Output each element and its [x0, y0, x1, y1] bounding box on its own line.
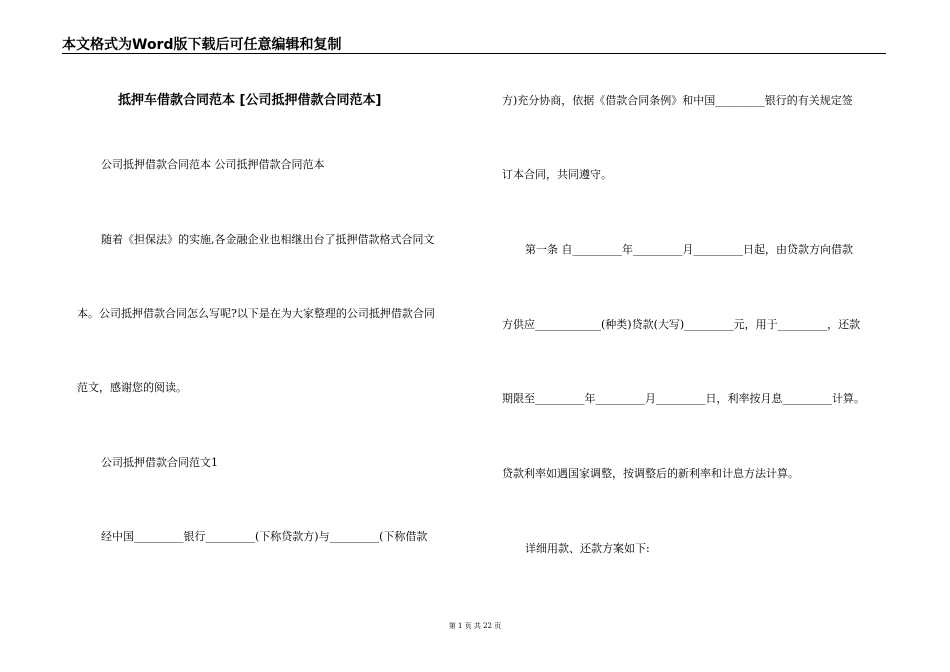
right-paragraph-line: 订本合同，共同遵守。	[502, 168, 612, 181]
left-paragraph-line: 公司抵押借款合同范本 公司抵押借款合同范本	[101, 158, 325, 171]
page-number-footer: 第 1 页 共 22 页	[448, 622, 502, 630]
right-paragraph-line: 方供应____________(种类)贷款(大写)_________元，用于_________，还款	[502, 318, 861, 331]
document-header-title: 本文格式为Word版下载后可任意编辑和复制	[62, 37, 342, 53]
right-paragraph-line: 详细用款、还款方案如下:	[525, 542, 650, 555]
header-divider	[62, 53, 886, 54]
left-paragraph-line: 随着《担保法》的实施,各金融企业也相继出台了抵押借款格式合同文	[101, 233, 435, 246]
left-paragraph-line: 公司抵押借款合同范文1	[101, 456, 218, 469]
left-paragraph-line: 范文，感谢您的阅读。	[77, 381, 187, 394]
left-paragraph-line: 本。公司抵押借款合同怎么写呢?以下是在为大家整理的公司抵押借款合同	[77, 307, 435, 320]
left-paragraph-line: 经中国_________银行_________(下称贷款方)与_________(下称借款	[101, 530, 428, 543]
right-paragraph-line: 期限至_________年_________月_________日，利率按月息_________计算。	[502, 392, 865, 405]
document-title: 抵押车借款合同范本 [公司抵押借款合同范本]	[118, 93, 382, 108]
right-paragraph-line: 贷款利率如遇国家调整，按调整后的新利率和计息方法计算。	[502, 467, 799, 480]
right-paragraph-line: 方)充分协商，依据《借款合同条例》和中国_________银行的有关规定签	[502, 94, 853, 107]
right-paragraph-line: 第一条 自_________年_________月_________日起，由贷款方向借款	[525, 243, 853, 256]
